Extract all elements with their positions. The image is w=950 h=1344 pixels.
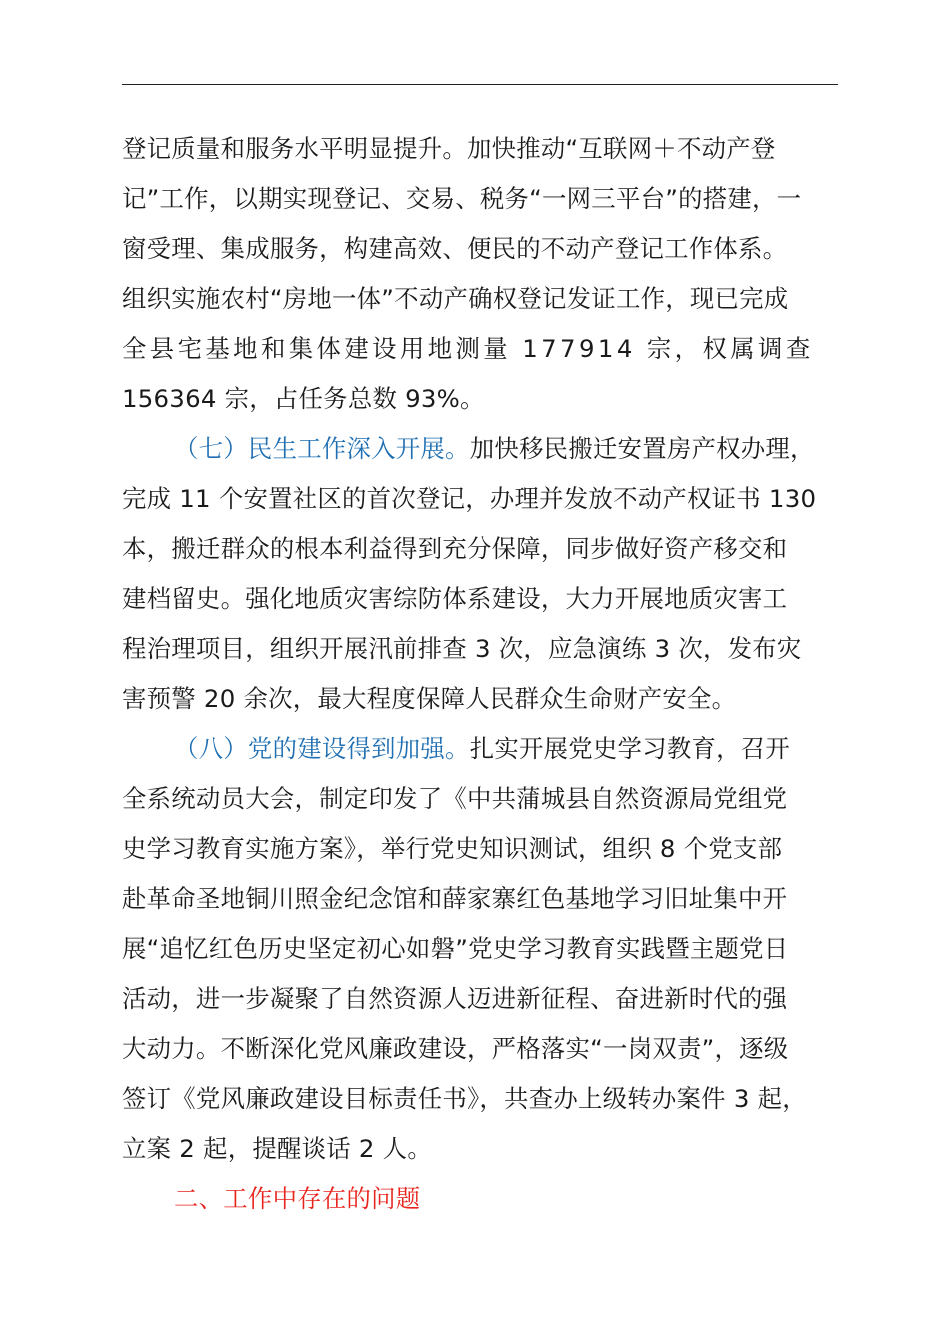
section-heading-problems: 二、工作中存在的问题 <box>174 1184 421 1213</box>
text-span: 加快移民搬迁安置房产权办理， <box>469 434 815 463</box>
text-line: 记”工作，以期实现登记、交易、税务“一网三平台”的搭建，一 <box>122 184 802 213</box>
text-line: 156364 宗，占任务总数 93%。 <box>122 384 485 413</box>
text-line: 全系统动员大会，制定印发了《中共蒲城县自然资源局党组党 <box>122 784 788 813</box>
text-line: 签订《党风廉政建设目标责任书》，共查办上级转办案件 3 起， <box>122 1084 807 1113</box>
text-span: 扎实开展党史学习教育，召开 <box>469 734 791 763</box>
text-line: 全县宅基地和集体建设用地测量 177914 宗，权属调查 <box>122 334 814 363</box>
text-line: 大动力。不断深化党风廉政建设，严格落实“一岗双责”，逐级 <box>122 1034 789 1063</box>
section-7-first-line <box>122 424 838 474</box>
text-line: 程治理项目，组织开展汛前排查 3 次，应急演练 3 次，发布灾 <box>122 634 802 663</box>
text-line: 害预警 20 余次，最大程度保障人民群众生命财产安全。 <box>122 684 737 713</box>
text-line: 登记质量和服务水平明显提升。加快推动“互联网＋不动产登 <box>122 134 776 163</box>
text-line: 本，搬迁群众的根本利益得到充分保障，同步做好资产移交和 <box>122 534 788 563</box>
document-body <box>122 124 838 1224</box>
text-line: 史学习教育实施方案》，举行党史知识测试，组织 8 个党支部 <box>122 834 783 863</box>
text-line: 组织实施农村“房地一体”不动产确权登记发证工作，现已完成 <box>122 284 789 313</box>
text-line: 建档留史。强化地质灾害综防体系建设，大力开展地质灾害工 <box>122 584 788 613</box>
section-8-heading: （八）党的建设得到加强。 <box>174 734 470 763</box>
text-line: 立案 2 起，提醒谈话 2 人。 <box>122 1134 432 1163</box>
text-line: 赴革命圣地铜川照金纪念馆和薛家寨红色基地学习旧址集中开 <box>122 884 788 913</box>
text-line: 完成 11 个安置社区的首次登记，办理并发放不动产权证书 130 <box>122 484 817 513</box>
header-rule <box>122 84 838 85</box>
section-7-heading: （七）民生工作深入开展。 <box>174 434 470 463</box>
section-8-first-line <box>122 724 838 774</box>
text-line: 活动，进一步凝聚了自然资源人迈进新征程、奋进新时代的强 <box>122 984 788 1013</box>
text-line: 窗受理、集成服务，构建高效、便民的不动产登记工作体系。 <box>122 234 788 263</box>
text-line: 展“追忆红色历史坚定初心如磐”党史学习教育实践暨主题党日 <box>122 934 789 963</box>
